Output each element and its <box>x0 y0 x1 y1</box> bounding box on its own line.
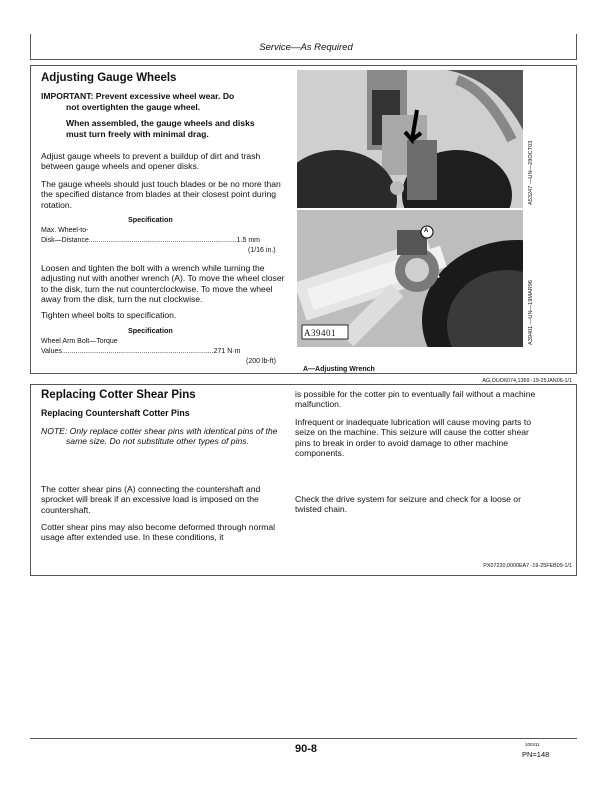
wrench-illustration <box>297 210 523 347</box>
gauge-wheel-photo <box>297 70 523 208</box>
figure-caption: A—Adjusting Wrench <box>303 366 375 373</box>
spec-row: (200 lb-ft) <box>246 358 276 365</box>
spec-title: Specification <box>128 326 173 335</box>
gauge-wheel-illustration <box>297 70 523 208</box>
paragraph: The gauge wheels should just touch blades or be no more than the specified distance from blades at their closest point during rotation. <box>41 179 281 210</box>
spec-row: Values..............................................................................271 N·m <box>41 348 241 355</box>
part-number: PN=148 <box>522 750 550 759</box>
section-title-cotter-pins: Replacing Cotter Shear Pins <box>41 389 196 401</box>
subsection-title: Replacing Countershaft Cotter Pins <box>41 408 190 418</box>
page-number: 90-8 <box>294 743 318 755</box>
paragraph: Adjust gauge wheels to prevent a buildup of dirt and trash between gauge wheels and opener disks. <box>41 151 261 172</box>
spec-row: Max. Wheel-to- <box>41 227 89 234</box>
callout-letter: A <box>424 228 429 234</box>
footer-rule <box>30 738 577 739</box>
spec-row: Disk—Distance............................................................................1.5 mm <box>41 237 260 244</box>
important-line-3: When assembled, the gauge wheels and disks <box>66 118 255 128</box>
paragraph: Check the drive system for seizure and check for a loose or twisted chain. <box>295 494 521 515</box>
spec-title: Specification <box>128 215 173 224</box>
footer-small-code: 100411 <box>525 742 540 747</box>
paragraph: Infrequent or inadequate lubrication will cause moving parts to seize on the machine. This seizure will cause the cotter shear pins to break in order to avoid damage to other machine components. <box>295 417 531 459</box>
paragraph: Tighten wheel bolts to specification. <box>41 310 177 320</box>
paragraph: The cotter shear pins (A) connecting the countershaft and sprocket will break if an excessive load is imposed on the countershaft. <box>41 484 261 515</box>
important-line-1: IMPORTANT: Prevent excessive wheel wear. Do <box>41 91 235 101</box>
spec-row: Wheel Arm Bolt—Torque <box>41 338 118 345</box>
spec-row: (1/16 in.) <box>248 247 276 254</box>
important-line-4: must turn freely with minimal drag. <box>66 129 209 139</box>
paragraph: Cotter shear pins may also become deformed through normal usage after extended use. In these conditions, it <box>41 522 276 543</box>
important-line-2: not overtighten the gauge wheel. <box>66 102 201 112</box>
running-header: Service—As Required <box>259 42 353 53</box>
photo-label: A39401 <box>304 328 336 338</box>
reference-code: AG,OUO6074,1369 -19-25JAN06-1/1 <box>482 378 572 384</box>
section-title-gauge-wheels: Adjusting Gauge Wheels <box>41 72 177 84</box>
reference-code: PX07220,0000EA7 -19-25FEB09-1/1 <box>483 563 572 569</box>
adjusting-wrench-photo <box>297 210 523 347</box>
note-text: NOTE: Only replace cotter shear pins with identical pins of the same size. Do not substitute other types of pins. <box>41 426 278 447</box>
photo-code: A53247 —UN—29OCT03 <box>528 140 534 205</box>
paragraph: is possible for the cotter pin to eventually fail without a machine malfunction. <box>295 389 536 410</box>
paragraph: Loosen and tighten the bolt with a wrench while turning the adjusting nut with another wrench (A). To move the wheel closer to the disk, turn the nut counterclockwise. To move the wheel away from the disk, turn the nut clockwise. <box>41 263 285 305</box>
photo-code: A39401 —UN—19MAR96 <box>528 280 534 345</box>
